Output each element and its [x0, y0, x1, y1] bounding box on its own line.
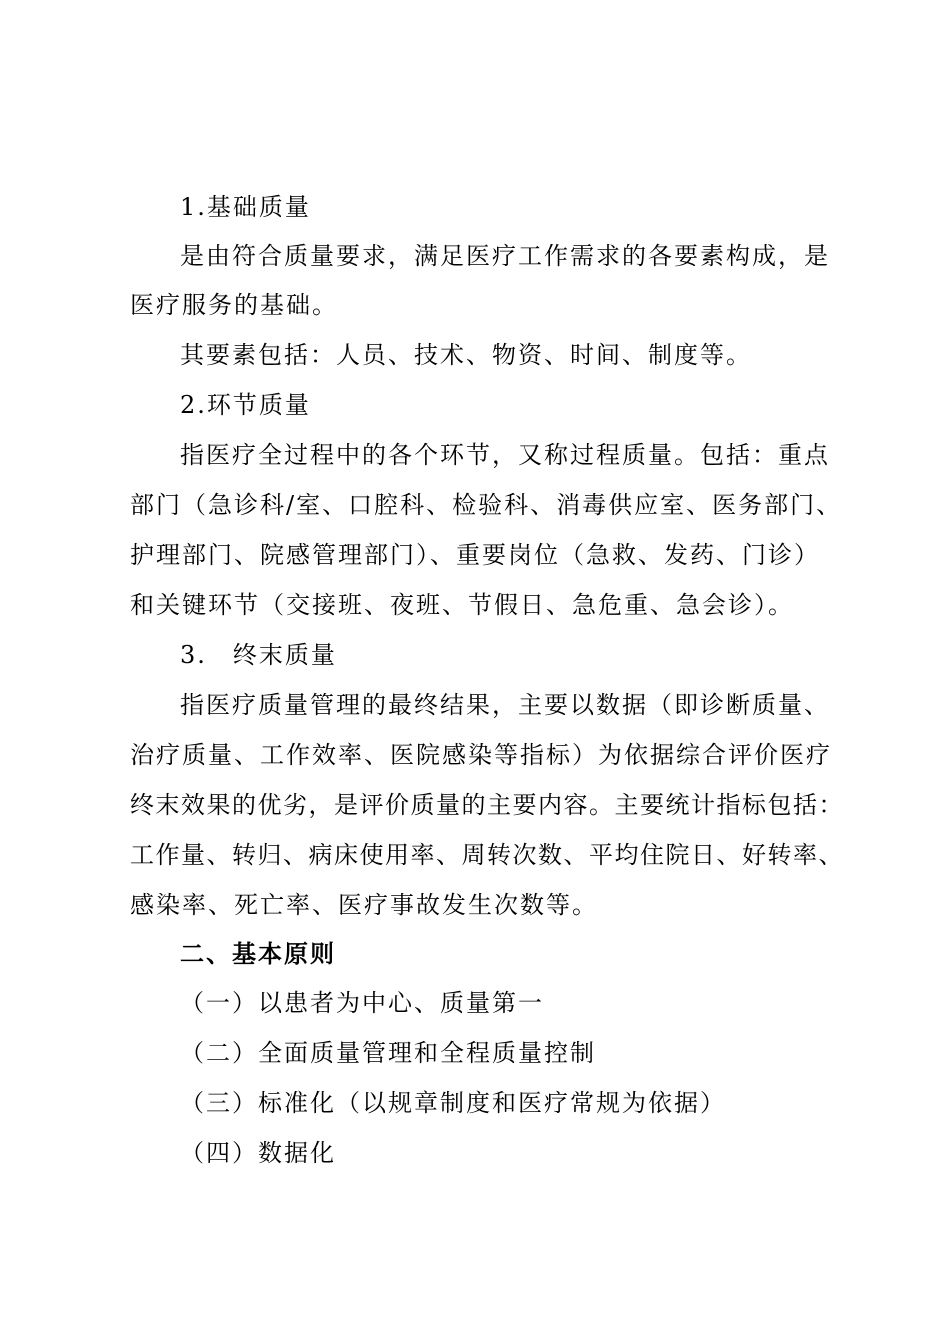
subsection-heading-final-quality: 3. 终末质量: [180, 641, 337, 669]
paragraph-line: 医疗服务的基础。: [130, 291, 338, 319]
section-heading-basic-principles: 二、基本原则: [180, 940, 336, 968]
principle-item: （四）数据化: [180, 1139, 336, 1167]
paragraph-line: 感染率、死亡率、医疗事故发生次数等。: [130, 891, 598, 919]
paragraph-line: 指医疗质量管理的最终结果，主要以数据（即诊断质量、: [180, 691, 830, 719]
paragraph-line: 指医疗全过程中的各个环节，又称过程质量。包括：重点: [180, 441, 830, 469]
principle-item: （一）以患者为中心、质量第一: [180, 989, 544, 1017]
paragraph-line: 部门（急诊科/室、口腔科、检验科、消毒供应室、医务部门、: [130, 491, 843, 519]
paragraph-line: 治疗质量、工作效率、医院感染等指标）为依据综合评价医疗: [130, 741, 832, 769]
paragraph-line: 其要素包括：人员、技术、物资、时间、制度等。: [180, 341, 752, 369]
subsection-heading-link-quality: 2.环节质量: [180, 391, 311, 419]
paragraph-line: 工作量、转归、病床使用率、周转次数、平均住院日、好转率、: [130, 841, 844, 869]
paragraph-line: 是由符合质量要求，满足医疗工作需求的各要素构成，是: [180, 242, 830, 270]
principle-item: （三）标准化（以规章制度和医疗常规为依据）: [180, 1089, 726, 1117]
paragraph-line: 终末效果的优劣，是评价质量的主要内容。主要统计指标包括：: [130, 791, 844, 819]
paragraph-line: 护理部门、院感管理部门）、重要岗位（急救、发药、门诊）: [130, 541, 820, 569]
paragraph-line: 和关键环节（交接班、夜班、节假日、急危重、急会诊）。: [130, 591, 794, 619]
subsection-heading-basic-quality: 1.基础质量: [180, 193, 311, 221]
principle-item: （二）全面质量管理和全程质量控制: [180, 1039, 596, 1067]
